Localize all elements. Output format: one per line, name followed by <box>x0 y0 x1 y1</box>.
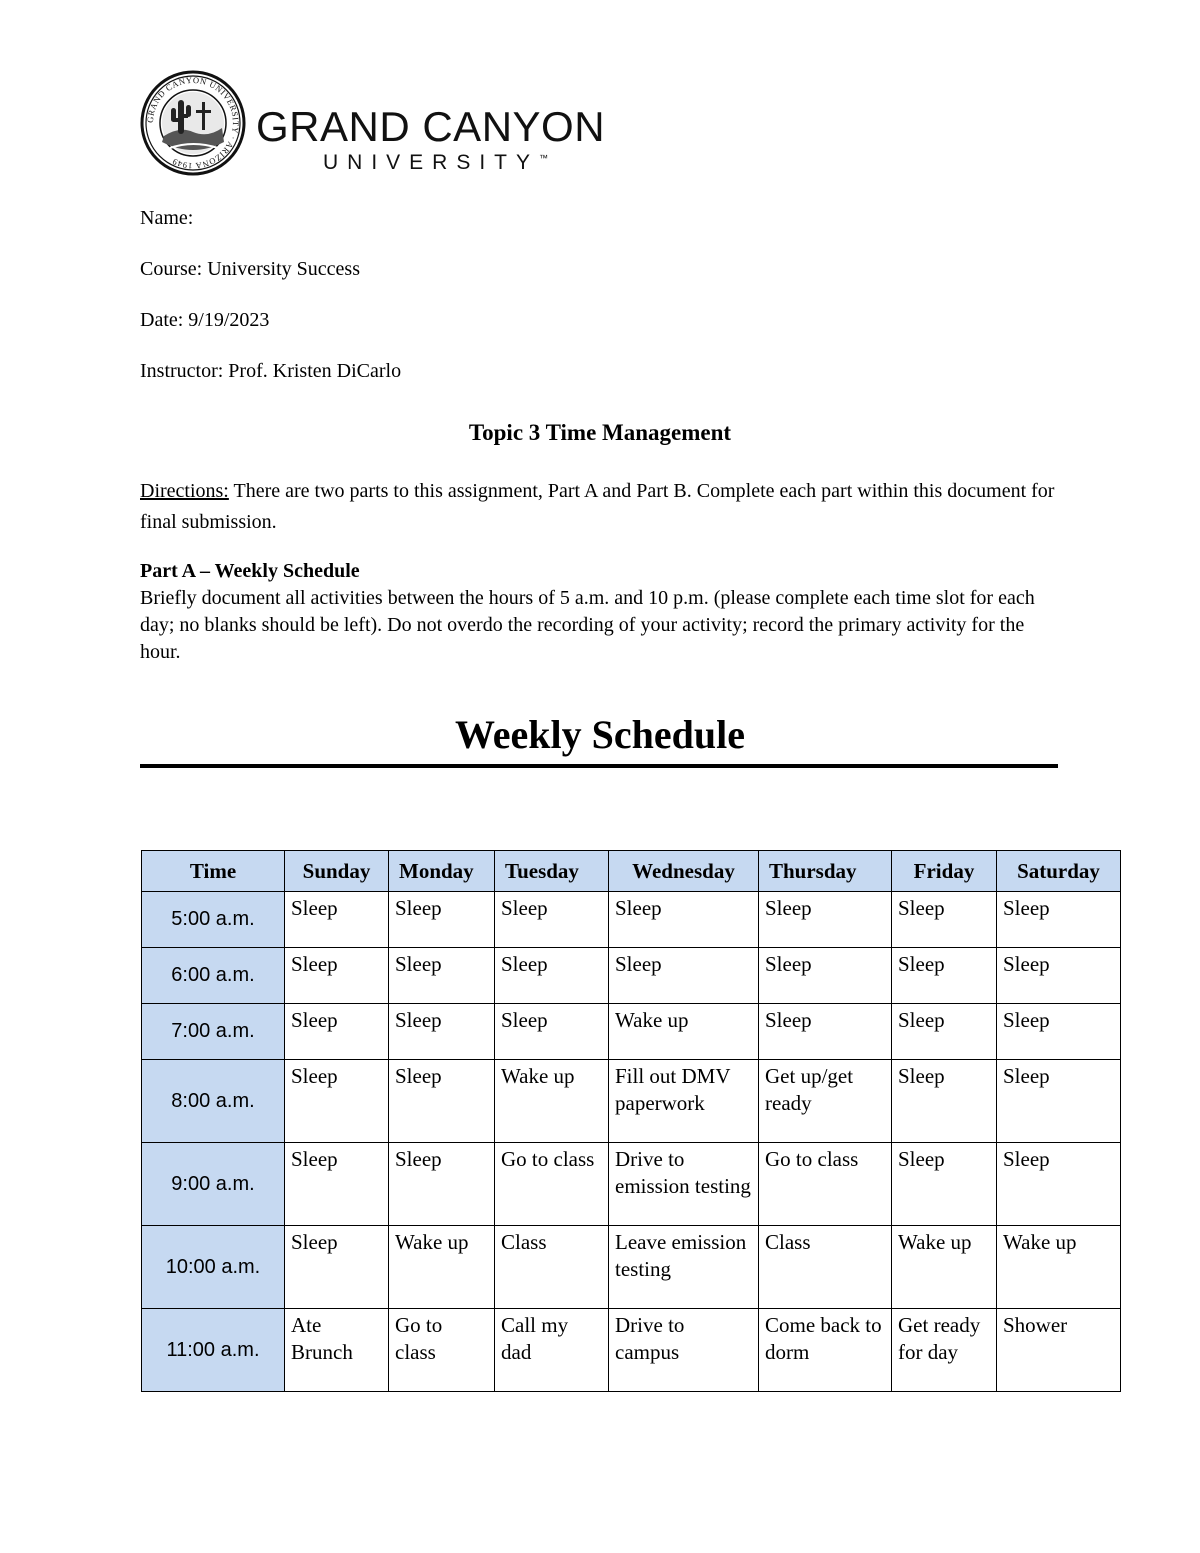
activity-cell: Sleep <box>759 948 892 1004</box>
table-row <box>142 1309 1121 1392</box>
student-name-line: Name: <box>140 207 194 229</box>
activity-cell: Sleep <box>997 1060 1121 1143</box>
column-header-saturday: Saturday <box>997 851 1121 892</box>
activity-cell: Sleep <box>759 892 892 948</box>
activity-cell: Come back to dorm <box>759 1309 892 1392</box>
activity-cell: Sleep <box>892 1143 997 1226</box>
activity-cell: Sleep <box>495 948 609 1004</box>
column-header-wednesday: Wednesday <box>609 851 759 892</box>
activity-cell: Go to class <box>759 1143 892 1226</box>
activity-cell: Sleep <box>285 1060 389 1143</box>
activity-cell: Sleep <box>997 1004 1121 1060</box>
part-a-instructions: Briefly document all activities between the hours of 5 a.m. and 10 p.m. (please complete each time slot for each day; no blanks should be left). Do not overdo the recording of your activity; record the primary activity for the hour. <box>140 587 1035 663</box>
column-header-friday: Friday <box>892 851 997 892</box>
activity-cell: Class <box>759 1226 892 1309</box>
course-line: Course: University Success <box>140 258 360 280</box>
activity-cell: Get up/get ready <box>759 1060 892 1143</box>
activity-cell: Go to class <box>389 1309 495 1392</box>
table-row <box>142 1004 1121 1060</box>
column-header-sunday: Sunday <box>285 851 389 892</box>
activity-cell: Leave emission testing <box>609 1226 759 1309</box>
activity-cell: Sleep <box>997 1143 1121 1226</box>
activity-cell: Go to class <box>495 1143 609 1226</box>
activity-cell: Sleep <box>389 1143 495 1226</box>
column-header-time: Time <box>142 851 285 892</box>
column-header-monday: Monday <box>389 851 495 892</box>
activity-cell: Sleep <box>997 892 1121 948</box>
time-cell: 5:00 a.m. <box>142 892 285 948</box>
activity-cell: Ate Brunch <box>285 1309 389 1392</box>
activity-cell: Call my dad <box>495 1309 609 1392</box>
column-header-thursday: Thursday <box>759 851 892 892</box>
table-row <box>142 892 1121 948</box>
time-cell: 11:00 a.m. <box>142 1309 285 1392</box>
directions-paragraph <box>140 476 1060 538</box>
activity-cell: Sleep <box>285 1143 389 1226</box>
activity-cell: Sleep <box>389 1004 495 1060</box>
activity-cell: Sleep <box>389 1060 495 1143</box>
activity-cell: Sleep <box>495 1004 609 1060</box>
time-cell: 9:00 a.m. <box>142 1143 285 1226</box>
directions-text: There are two parts to this assignment, Part A and Part B. Complete each part within this document for final submission. <box>140 480 1055 533</box>
directions-label: Directions: <box>140 480 229 502</box>
table-row <box>142 1143 1121 1226</box>
activity-cell: Sleep <box>285 1226 389 1309</box>
activity-cell: Sleep <box>285 948 389 1004</box>
activity-cell: Sleep <box>892 948 997 1004</box>
weekly-schedule-title: Weekly Schedule <box>454 712 746 757</box>
activity-cell: Wake up <box>495 1060 609 1143</box>
table-row <box>142 1226 1121 1309</box>
activity-cell: Drive to emission testing <box>609 1143 759 1226</box>
activity-cell: Sleep <box>285 1004 389 1060</box>
activity-cell: Wake up <box>997 1226 1121 1309</box>
activity-cell: Sleep <box>389 948 495 1004</box>
time-cell: 6:00 a.m. <box>142 948 285 1004</box>
activity-cell: Wake up <box>389 1226 495 1309</box>
part-a-section <box>140 558 1060 666</box>
activity-cell: Sleep <box>759 1004 892 1060</box>
university-seal-icon <box>140 70 246 176</box>
activity-cell: Wake up <box>892 1226 997 1309</box>
wordmark-grand-canyon: GRAND CANYON <box>256 103 606 150</box>
time-cell: 8:00 a.m. <box>142 1060 285 1143</box>
table-row <box>142 1060 1121 1143</box>
wordmark-university-text: UNIVERSITY <box>323 151 540 174</box>
time-cell: 7:00 a.m. <box>142 1004 285 1060</box>
activity-cell: Drive to campus <box>609 1309 759 1392</box>
activity-cell: Shower <box>997 1309 1121 1392</box>
title-underline-divider <box>140 764 1058 768</box>
activity-cell: Sleep <box>285 892 389 948</box>
seal-text: GRAND CANYON UNIVERSITY · ARIZONA 1949 <box>144 74 242 172</box>
activity-cell: Sleep <box>892 1004 997 1060</box>
weekly-schedule-table <box>141 850 1121 1392</box>
activity-cell: Sleep <box>389 892 495 948</box>
activity-cell: Get ready for day <box>892 1309 997 1392</box>
activity-cell: Fill out DMV paperwork <box>609 1060 759 1143</box>
activity-cell: Sleep <box>892 892 997 948</box>
activity-cell: Sleep <box>495 892 609 948</box>
instructor-line: Instructor: Prof. Kristen DiCarlo <box>140 360 402 382</box>
activity-cell: Sleep <box>997 948 1121 1004</box>
university-logo <box>140 70 620 180</box>
time-cell: 10:00 a.m. <box>142 1226 285 1309</box>
table-header-row <box>142 851 1121 892</box>
date-line: Date: 9/19/2023 <box>140 309 270 331</box>
activity-cell: Sleep <box>609 948 759 1004</box>
trademark-mark: ™ <box>539 153 549 163</box>
topic-title: Topic 3 Time Management <box>468 420 732 445</box>
activity-cell: Sleep <box>892 1060 997 1143</box>
activity-cell: Class <box>495 1226 609 1309</box>
part-a-heading: Part A – Weekly Schedule <box>140 560 360 582</box>
column-header-tuesday: Tuesday <box>495 851 609 892</box>
table-row <box>142 948 1121 1004</box>
activity-cell: Wake up <box>609 1004 759 1060</box>
activity-cell: Sleep <box>609 892 759 948</box>
wordmark-university <box>323 152 548 173</box>
